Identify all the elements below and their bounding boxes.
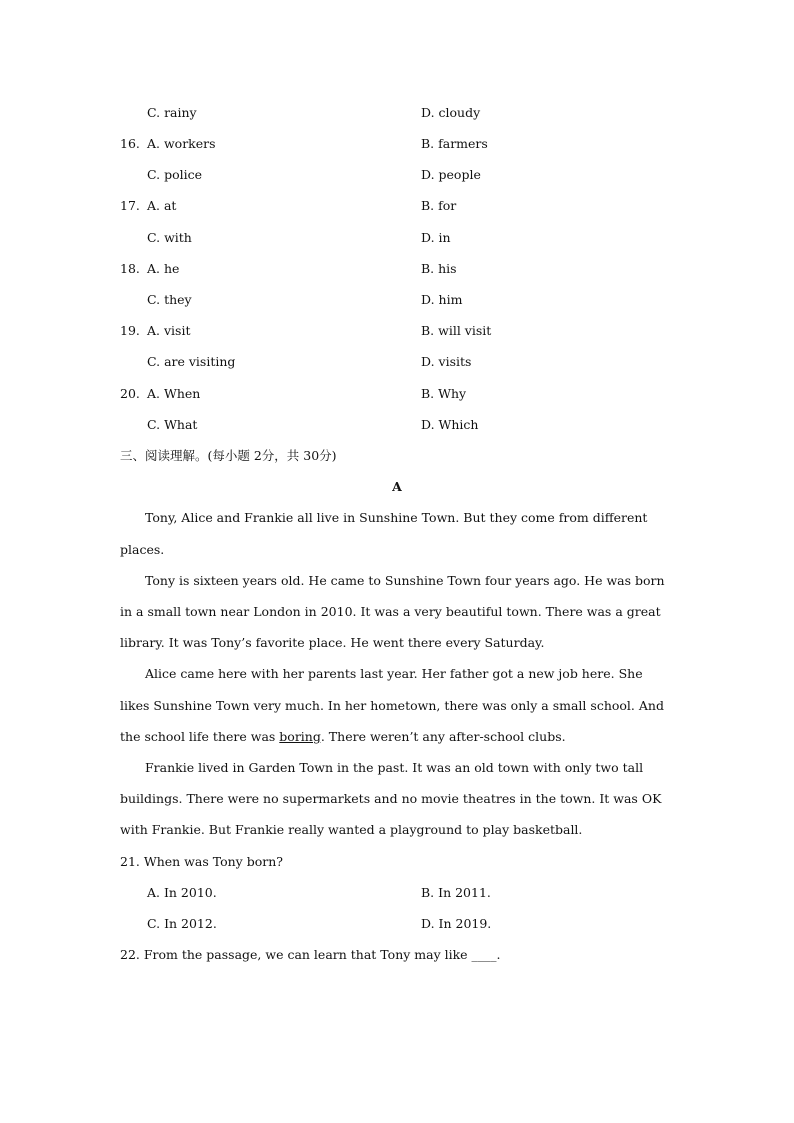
- passage-p3-line2: likes Sunshine Town very much. In her hometown, there was only a small school. And: [120, 698, 664, 713]
- q18-number: 18.: [120, 261, 140, 276]
- q15-option-c: C. rainy: [147, 105, 197, 120]
- q19-option-d: D. visits: [421, 354, 472, 369]
- q21-option-b: B. In 2011.: [421, 885, 491, 900]
- q15-option-d: D. cloudy: [421, 105, 481, 120]
- q18-option-a: A. he: [147, 261, 180, 276]
- passage-p2-line1: Tony is sixteen years old. He came to Sunshine Town four years ago. He was born: [145, 573, 665, 588]
- q16-option-a: A. workers: [147, 136, 216, 151]
- passage-title: A: [392, 479, 402, 494]
- q16-option-b: B. farmers: [421, 136, 488, 151]
- q17-option-b: B. for: [421, 198, 457, 213]
- q20-option-a: A. When: [147, 386, 201, 401]
- passage-p2-line2: in a small town near London in 2010. It was a very beautiful town. There was a great: [120, 604, 661, 619]
- q19-option-c: C. are visiting: [147, 354, 236, 369]
- q17-option-c: C. with: [147, 230, 192, 245]
- q20-option-c: C. What: [147, 417, 198, 432]
- q22-stem: 22. From the passage, we can learn that Tony may like ____.: [120, 947, 501, 962]
- passage-p3-line3-pre: the school life there was: [120, 729, 280, 744]
- q16-number: 16.: [120, 136, 140, 151]
- q16-option-c: C. police: [147, 167, 202, 182]
- q20-option-d: D. Which: [421, 417, 479, 432]
- q19-number: 19.: [120, 323, 140, 338]
- passage-p3-line1: Alice came here with her parents last year. Her father got a new job here. She: [145, 666, 643, 681]
- passage-p4-line1: Frankie lived in Garden Town in the past. It was an old town with only two tall: [145, 760, 644, 775]
- q20-option-b: B. Why: [421, 386, 467, 401]
- underlined-word-boring: boring: [279, 729, 321, 744]
- passage-p4-line2: buildings. There were no supermarkets and no movie theatres in the town. It was OK: [120, 791, 662, 806]
- q16-option-d: D. people: [421, 167, 481, 182]
- q17-option-d: D. in: [421, 230, 451, 245]
- passage-p2-line3: library. It was Tony’s favorite place. He went there every Saturday.: [120, 635, 545, 650]
- q21-option-c: C. In 2012.: [147, 916, 217, 931]
- q18-option-d: D. him: [421, 292, 463, 307]
- passage-p4-line3: with Frankie. But Frankie really wanted a playground to play basketball.: [120, 822, 583, 837]
- passage-p3-line3: [120, 729, 566, 745]
- q17-number: 17.: [120, 198, 140, 213]
- q21-stem: 21. When was Tony born?: [120, 854, 283, 869]
- q20-number: 20.: [120, 386, 140, 401]
- passage-p1-line2: places.: [120, 542, 165, 557]
- passage-p1-line1: Tony, Alice and Frankie all live in Sunshine Town. But they come from different: [145, 510, 648, 525]
- q17-option-a: A. at: [147, 198, 177, 213]
- q21-option-d: D. In 2019.: [421, 916, 492, 931]
- q18-option-c: C. they: [147, 292, 192, 307]
- q19-option-a: A. visit: [147, 323, 191, 338]
- passage-p3-line3-post: . There weren’t any after-school clubs.: [320, 729, 566, 744]
- q18-option-b: B. his: [421, 261, 457, 276]
- section-heading: 三、阅读理解。(每小题 2分，共 30分): [120, 448, 337, 463]
- q21-option-a: A. In 2010.: [147, 885, 217, 900]
- q19-option-b: B. will visit: [421, 323, 492, 338]
